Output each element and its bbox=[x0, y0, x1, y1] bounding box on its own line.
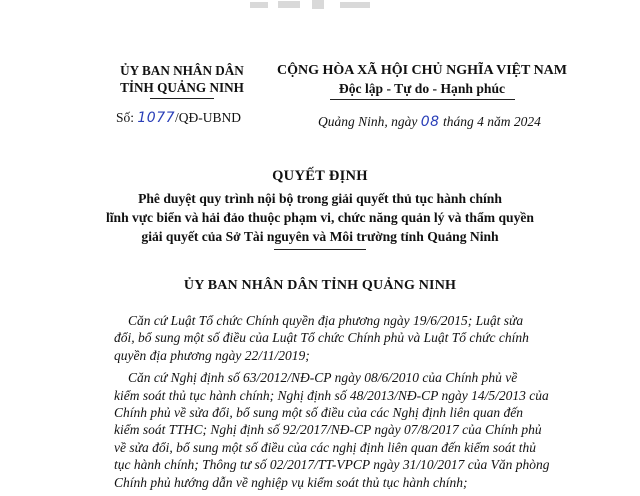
agency-line-2: TỈNH QUẢNG NINH bbox=[120, 80, 244, 95]
date-day-handwritten: 08 bbox=[420, 114, 440, 130]
motto-underline bbox=[330, 99, 515, 100]
date-suffix: tháng 4 năm 2024 bbox=[439, 114, 541, 129]
legal-basis-paragraph bbox=[114, 369, 550, 491]
paragraph-line: kiểm soát thủ tục hành chính; Nghị định số 48/2013/NĐ-CP ngày 14/5/2013 của bbox=[114, 387, 549, 403]
paragraph-line: Chính phủ về sửa đổi, bổ sung một số điều của các Nghị định liên quan đến bbox=[114, 405, 523, 421]
nation-title: CỘNG HÒA XÃ HỘI CHỦ NGHĨA VIỆT NAM bbox=[276, 63, 567, 78]
national-motto: Độc lập - Tự do - Hạnh phúc bbox=[338, 81, 506, 96]
agency-line-1: ỦY BAN NHÂN DÂN bbox=[120, 63, 244, 78]
paragraph-line: quyền địa phương ngày 22/11/2019; bbox=[114, 347, 310, 363]
paragraph-line: đổi, bổ sung một số điều của Luật Tổ chức Chính phủ và Luật Tổ chức chính bbox=[114, 330, 529, 346]
title-block bbox=[70, 166, 570, 250]
paragraph-line: tục hành chính; Thông tư số 02/2017/TT-VPCP ngày 31/10/2017 của Văn phòng bbox=[114, 457, 550, 473]
number-suffix: /QĐ-UBND bbox=[175, 110, 242, 125]
national-header-block bbox=[267, 62, 577, 100]
subject-line: Phê duyệt quy trình nội bộ trong giải quyết thủ tục hành chính bbox=[138, 191, 502, 206]
legal-basis-paragraph bbox=[114, 312, 534, 364]
paragraph-line: Chính phủ hướng dẫn về nghiệp vụ kiểm soát thủ tục hành chính; bbox=[114, 474, 468, 490]
subject-underline bbox=[274, 249, 366, 250]
document-number bbox=[116, 110, 241, 126]
number-handwritten: 1077 bbox=[137, 110, 176, 126]
document-type-title: QUYẾT ĐỊNH bbox=[272, 168, 368, 184]
paragraph-line: về sửa đổi, bổ sung một số điều của các nghị định liên quan đến kiểm soát thủ bbox=[114, 439, 537, 455]
agency-underline bbox=[150, 98, 214, 99]
document-subject bbox=[70, 189, 570, 250]
subject-line: giải quyết của Sở Tài nguyên và Môi trường tỉnh Quảng Ninh bbox=[141, 229, 499, 244]
bleed-through-marks bbox=[250, 0, 390, 12]
subject-line: lĩnh vực biển và hải đảo thuộc phạm vi, chức năng quản lý và thẩm quyền bbox=[105, 210, 534, 225]
paragraph-line: kiểm soát TTHC; Nghị định số 92/2017/NĐ-CP ngày 07/8/2017 của Chính phủ bbox=[114, 422, 542, 438]
paragraph-line: Căn cứ Nghị định số 63/2012/NĐ-CP ngày 08/6/2010 của Chính phủ về bbox=[128, 370, 518, 386]
issuing-authority-heading: ỦY BAN NHÂN DÂN TỈNH QUẢNG NINH bbox=[183, 278, 457, 293]
date-prefix: Quảng Ninh, ngày bbox=[318, 114, 421, 129]
place-date-line bbox=[318, 114, 541, 130]
paragraph-line: Căn cứ Luật Tổ chức Chính quyền địa phương ngày 19/6/2015; Luật sửa bbox=[128, 313, 524, 328]
legal-basis-text bbox=[114, 312, 550, 496]
issuing-agency-block bbox=[112, 62, 252, 109]
number-prefix: Số: bbox=[116, 110, 138, 125]
